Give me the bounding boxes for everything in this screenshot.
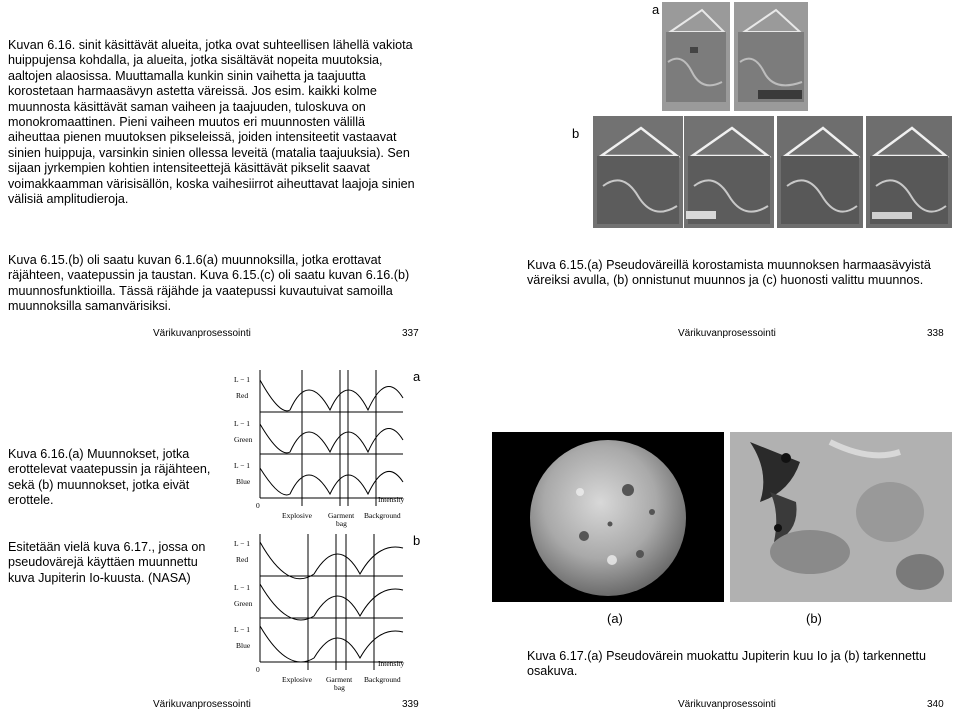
plot-a-zero-label: 0: [256, 501, 260, 510]
page337-caption: Kuva 6.15.(b) oli saatu kuvan 6.1.6(a) muunnoksilla, jotka erottavat räjähteen, vaatepussin ja taustan. Kuva 6.15.(c) oli saatu kuvan 6.16.(b) muunnosfunktioilla. Tässä räjähde ja vaatepussi kuvautuivat samoilla muunnoksilla samanvärisiksi.: [8, 253, 410, 314]
plot-b-green-l1-label: L − 1: [234, 583, 251, 592]
plot-b-zero-label: 0: [256, 665, 260, 674]
figure-label-b: b: [572, 126, 580, 141]
plot-a-blue-l1-label: L − 1: [234, 461, 251, 470]
page339-footer-page: 339: [402, 699, 419, 710]
plot-b-intensity-label: Intensity: [378, 659, 405, 668]
page340-footer-page: 340: [927, 699, 944, 710]
plot-a-background-label: Background: [364, 511, 401, 520]
plot-b-green-label: Green: [234, 599, 253, 608]
xray-image-c-right: [866, 116, 952, 228]
transform-plot-b: [228, 532, 421, 694]
plot-a-explosive-label: Explosive: [282, 511, 312, 520]
page339-footer-title: Värikuvanprosessointi: [153, 699, 251, 710]
io-label-a: (a): [607, 611, 623, 626]
page337-paragraph: Kuvan 6.16. sinit käsittävät alueita, jotka ovat suhteellisen lähellä vakiota huippujensa kohdalla, ja alueita, jotka sisältävät nopeita muutoksia, aaltojen alaosissa. Muuttamalla kunkin sinin vaihetta ja taajuutta korostetaan harmaasävyn astetta väreissä. Jos esim. kaikki kolme muunnosta käsittävät saman vaiheen ja taajuuden, tuloskuva on monokromaattinen. Pieni vaiheen muutos eri muunnosten välillä aiheuttaa pienen muutoksen pikseleissä, joiden intensiteetit vastaavat sinien huippuja, varsinkin sinien ollessa leveitä (matalia taajuuksia). Sen sijaan jyrkempien kohtien intensiteettejä käsittävät pikselit saavat voimakkaamman värisisällön, koska vaihesiirrot aiheuttavat laajoja sinien välisiä amplitudieroja.: [8, 38, 415, 207]
plot-a-garment-label: Garment: [328, 511, 355, 520]
xray-image-a-left: [662, 2, 730, 111]
transform-plot-a: [228, 368, 421, 530]
plot-a-red-label: Red: [236, 391, 249, 400]
page338-footer-title: Värikuvanprosessointi: [678, 328, 776, 339]
plot-b-red-label: Red: [236, 555, 249, 564]
plot-a-bag-label: bag: [336, 519, 347, 528]
plot-b-background-label: Background: [364, 675, 401, 684]
figure-label-a: a: [652, 2, 660, 17]
page337-footer-page: 337: [402, 328, 419, 339]
page340-caption: Kuva 6.17.(a) Pseudovärein muokattu Jupiterin kuu Io ja (b) tarkennettu osakuva.: [527, 649, 927, 679]
plot-a-blue-label: Blue: [236, 477, 251, 486]
plot-a-green-label: Green: [234, 435, 253, 444]
plot-b-blue-l1-label: L − 1: [234, 625, 251, 634]
xray-image-b-left: [593, 116, 683, 228]
io-label-b: (b): [806, 611, 822, 626]
plot-a-intensity-label: Intensity: [378, 495, 405, 504]
plot-a-red-l1-label: L − 1: [234, 375, 251, 384]
io-moon-image: [492, 432, 724, 602]
plot-label-a: a: [413, 369, 421, 384]
xray-image-b-right: [684, 116, 774, 228]
page338-caption: Kuva 6.15.(a) Pseudoväreillä korostamista muunnoksen harmaasävyistä väreiksi avulla, (b) onnistunut muunnos ja (c) huonosti valittu muunnos.: [527, 258, 931, 288]
page337-footer-title: Värikuvanprosessointi: [153, 328, 251, 339]
plot-b-bag-label: bag: [334, 683, 345, 692]
plot-b-blue-label: Blue: [236, 641, 251, 650]
plot-label-b: b: [413, 533, 421, 548]
plot-b-red-l1-label: L − 1: [234, 539, 251, 548]
xray-image-a-right: [734, 2, 808, 111]
plot-b-garment-label: Garment: [326, 675, 353, 684]
page339-caption: Kuva 6.16.(a) Muunnokset, jotka erottelevat vaatepussin ja räjähteen, sekä (b) muunnokset, jotka eivät erottele.: [8, 447, 211, 508]
xray-image-c-left: [777, 116, 863, 228]
plot-b-explosive-label: Explosive: [282, 675, 312, 684]
page340-footer-title: Värikuvanprosessointi: [678, 699, 776, 710]
page338-footer-page: 338: [927, 328, 944, 339]
plot-a-green-l1-label: L − 1: [234, 419, 251, 428]
page339-body: Esitetään vielä kuva 6.17., jossa on pseudovärejä käyttäen muunnettu kuva Jupiterin Io-kuusta. (NASA): [8, 540, 206, 585]
io-detail-image: [730, 432, 952, 602]
